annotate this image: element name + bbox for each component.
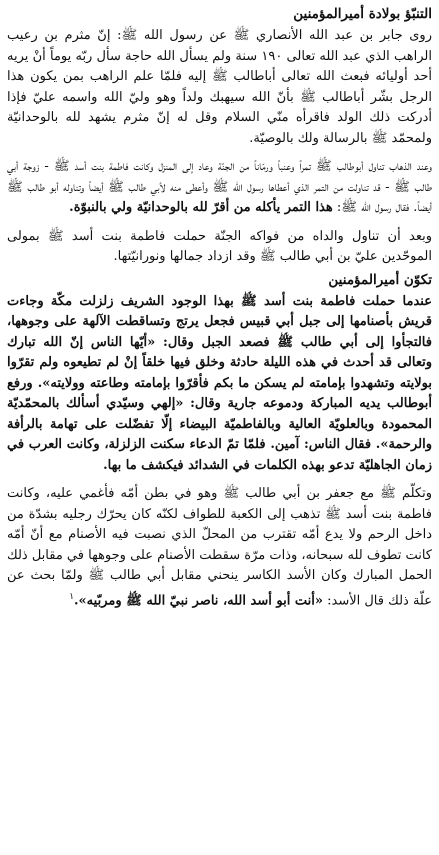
- paragraph-womb: [7, 484, 432, 611]
- prophet-quote-bold: هذا التمر يأكله من أقرّ لله بالوحدانيّة ولي بالنبوّة.: [69, 200, 333, 215]
- paragraph-earthquake: عندما حملت فاطمة بنت أسد ﷺ بهذا الوجود الشريف زلزلت مكّة وجاءت قريش بأصنامها إلى جبل أبي قبيس فجعل يرتج وتساقطت الآلهة على وجوهها، فالتجأوا إلى أبي طالب ﷺ فصعد الجبل وقال: «أيّها الناس إنّ الله تبارك وتعالى قد أحدث في هذه الليلة حادثة وخلق فيها خلقاً إنْ لم تطيعوه ولم تقرّوا بولايته وتشهدوا بإمامته لم يسكن ما بكم فأقرّوا بإمامته وطاعته وولايته». ورفع أبوطالب يديه المباركة ودموعه جارية وقال: «إلهي وسيّدي أسألك بالمحمّديّة المحمودة وبالعلويّة العالية وبالفاطميّة البيضاء إلّا تفضّلت على تهامة بالرأفة والرحمة». فقال الناس: آمين. فلمّا تمّ الدعاء سكنت الزلزلة، وكانت العرب في زمان الجاهليّة تدعو بهذه الكلمات في الشدائد فيكشف ما بها.: [7, 293, 432, 473]
- section-heading-formation: تكوّن أميرالمؤمنين: [328, 271, 432, 288]
- lion-quote-bold: «أنت أبو أسد الله، ناصر نبيّ الله ﷺ ومربّيه».: [74, 592, 323, 608]
- section-heading-prophecy: التنبّؤ بولادة أميرالمؤمنين: [293, 6, 432, 22]
- paragraph-monk-story: روى جابر بن عبد الله الأنصاري ﷺ عن رسول الله ﷺ: إنّ مثرم بن رعيب الراهب الذي عبد الله تعالى ١٩٠ سنة ولم يسأل الله حاجة سأل ربّه يوماً أنْ يريه أحد أوليائه فبعث الله تعالى أباطالب ﷺ إليه فلمّا علم الراهب بمن يكون هذا الرجل بشّر أباطالب ﷺ بأنّ الله سيهبك ولداً وهو وليّ الله واسمه عليّ فإذا أدركت ذلك الولد فاقرأه منّي السلام وقل له إنّ مثرم يشهد لله بالوحدانيّة ولمحمّد ﷺ بالرسالة ولك بالوصيّة.: [7, 28, 432, 146]
- footnote-marker: ١: [69, 591, 75, 602]
- paragraph-heavenly-fruit-text: وعند الذهاب تناول أبوطالب ﷺ تمراً وعنباً ورمّاناً من الجنّة وعاد إلى المنزل وكانت فاطمة بنت أسد ﷺ - زوجة أبي طالب ﷺ - قد تناولت من التمر الذي أعطاها رسول الله ﷺ وأعطى منه لأبي طالب ﷺ أيضاً وتناوله أبو طالب ﷺ أيضاً. فقال رسول الله ﷺ:: [7, 159, 432, 215]
- paragraph-heavenly-fruit: [7, 157, 432, 219]
- paragraph-womb-text: وتكلّم ﷺ مع جعفر بن أبي طالب ﷺ وهو في بطن أمّه فأغمي عليه، وكانت فاطمة بنت أسد ﷺ تذهب إلى الكعبة للطواف لكنّه كان يحرّك رجليه بشدّة من داخل الرحم ولا يدع أمّه تقترب من المحلّ الذي نصبت فيه الأصنام مع أنّ أمّه كانت تطوف لله سبحانه، وذات مرّة سقطت الأصنام على وجوهها في مقابل ذلك الحمل المبارك وكان الأسد الكاسر ينحني مقابل أبي طالب ﷺ ولمّا بحث عن علّة ذلك قال الأسد:: [7, 486, 432, 608]
- paragraph-conception: وبعد أن تناول والداه من فواكه الجنّة حملت فاطمة بنت أسد ﷺ بمولى الموحّدين عليّ بن أبي طالب ﷺ وقد ازداد جمالها ونورانيّتها.: [7, 228, 432, 264]
